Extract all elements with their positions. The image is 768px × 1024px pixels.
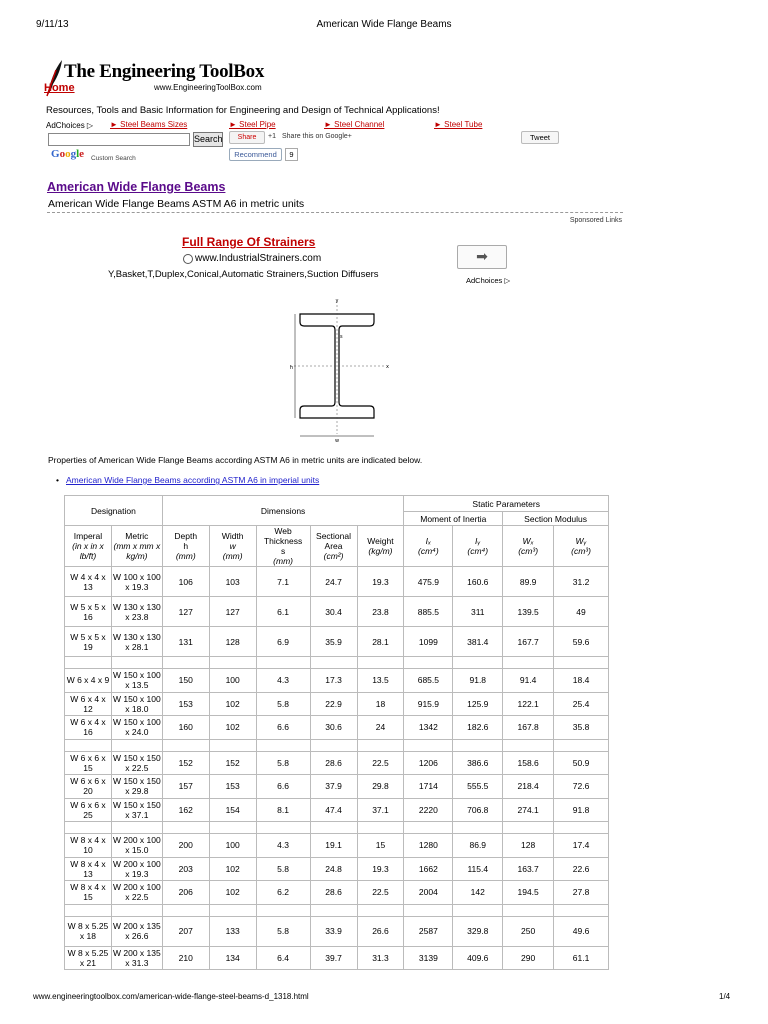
table-cell: W 6 x 4 x 12 [65, 692, 112, 716]
table-cell: 100 [209, 834, 256, 858]
table-cell: 39.7 [310, 946, 357, 970]
ad-link-steel-channel[interactable]: ► Steel Channel [324, 120, 385, 129]
table-cell: 150 [162, 669, 209, 693]
table-cell: 86.9 [453, 834, 503, 858]
intro-text: Properties of American Wide Flange Beams according ASTM A6 in metric units are indicated below. [48, 455, 423, 465]
table-cell: 154 [209, 798, 256, 822]
page-subtitle: American Wide Flange Beams ASTM A6 in metric units [48, 198, 305, 210]
table-row [65, 597, 609, 627]
spacer-cell [111, 739, 162, 751]
custom-search-label: Custom Search [91, 155, 136, 162]
spacer-cell [404, 739, 453, 751]
table-cell: 100 [209, 669, 256, 693]
dimension-label-s: s [340, 334, 343, 340]
header-section-modulus: Section Modulus [503, 512, 609, 526]
table-cell: 210 [162, 946, 209, 970]
spacer-cell [310, 822, 357, 834]
ad-link-steel-beams[interactable]: ► Steel Beams Sizes [110, 120, 188, 129]
table-row [65, 669, 609, 693]
table-cell: W 200 x 100 x 15.0 [113, 835, 161, 856]
spacer-cell [453, 904, 503, 916]
print-date: 9/11/13 [36, 19, 69, 30]
header-dimensions: Dimensions [162, 496, 404, 526]
table-cell: 91.8 [554, 798, 609, 822]
table-cell: 128 [503, 834, 554, 858]
col-iy: Iᵧ (cm⁴) [453, 526, 503, 567]
table-cell: 61.1 [554, 946, 609, 970]
logo-url: www.EngineeringToolBox.com [154, 83, 262, 92]
table-cell: 30.4 [310, 597, 357, 627]
axis-label-x: x [386, 364, 389, 370]
table-cell: 91.8 [453, 669, 503, 693]
footer-url: www.engineeringtoolbox.com/american-wide-flange-steel-beams-d_1318.html [33, 992, 309, 1001]
table-cell: 152 [162, 751, 209, 775]
table-cell: 381.4 [453, 627, 503, 657]
table-cell: 29.8 [357, 775, 404, 799]
table-cell: 4.3 [256, 834, 310, 858]
adchoices-link-2[interactable]: AdChoices ▷ [466, 276, 511, 285]
col-metric: Metric (mm x mm x kg/m) [111, 526, 162, 567]
table-row [65, 716, 609, 740]
table-spacer-row [65, 904, 609, 916]
table-row [65, 567, 609, 597]
table-cell: 102 [209, 881, 256, 905]
table-cell: 31.3 [357, 946, 404, 970]
spacer-cell [256, 822, 310, 834]
spacer-cell [310, 739, 357, 751]
spacer-cell [111, 657, 162, 669]
spacer-cell [256, 904, 310, 916]
table-cell: 685.5 [404, 669, 453, 693]
table-cell: 386.6 [453, 751, 503, 775]
spacer-cell [209, 657, 256, 669]
dimension-label-w: w [334, 438, 340, 444]
table-cell: W 8 x 4 x 13 [65, 857, 112, 881]
home-link[interactable]: Home [44, 82, 75, 94]
table-cell: W 150 x 150 x 29.8 [113, 776, 161, 797]
table-row [65, 857, 609, 881]
col-wx: Wₓ (cm³) [503, 526, 554, 567]
table-row [65, 751, 609, 775]
spacer-cell [357, 739, 404, 751]
table-cell: 49.6 [554, 916, 609, 946]
table-cell: 153 [162, 692, 209, 716]
table-cell: 134 [209, 946, 256, 970]
spacer-cell [404, 657, 453, 669]
table-cell: 33.9 [310, 916, 357, 946]
table-cell: 127 [209, 597, 256, 627]
table-cell: 6.2 [256, 881, 310, 905]
table-cell: W 8 x 5.25 x 18 [65, 916, 112, 946]
table-cell: 128 [209, 627, 256, 657]
table-cell: 6.4 [256, 946, 310, 970]
table-cell: 203 [162, 857, 209, 881]
table-cell: 13.5 [357, 669, 404, 693]
table-cell: 1342 [404, 716, 453, 740]
col-sectional-area: Sectional Area (cm²) [310, 526, 357, 567]
table-cell: W 8 x 5.25 x 21 [65, 946, 112, 970]
spacer-cell [209, 739, 256, 751]
footer-page-number: 1/4 [719, 992, 731, 1001]
table-cell: 706.8 [453, 798, 503, 822]
col-ix: Iₓ (cm⁴) [404, 526, 453, 567]
table-cell: 290 [503, 946, 554, 970]
spacer-cell [554, 657, 609, 669]
table-row [65, 775, 609, 799]
spacer-cell [453, 822, 503, 834]
search-button[interactable]: Search [193, 132, 223, 147]
table-cell: 91.4 [503, 669, 554, 693]
table-cell: W 150 x 150 x 22.5 [113, 752, 161, 773]
i-beam-diagram [282, 296, 392, 451]
table-cell: 311 [453, 597, 503, 627]
table-cell: W 6 x 4 x 16 [65, 716, 112, 740]
ad-description: Y,Basket,T,Duplex,Conical,Automatic Strainers,Suction Diffusers [108, 269, 379, 280]
table-cell: 250 [503, 916, 554, 946]
table-cell: 18 [357, 692, 404, 716]
table-cell: 2220 [404, 798, 453, 822]
table-cell: 122.1 [503, 692, 554, 716]
table-cell: 3139 [404, 946, 453, 970]
table-cell: 30.6 [310, 716, 357, 740]
table-cell: W 8 x 4 x 15 [65, 881, 112, 905]
table-cell: 152 [209, 751, 256, 775]
table-cell: 915.9 [404, 692, 453, 716]
table-cell: 89.9 [503, 567, 554, 597]
table-cell: 5.8 [256, 916, 310, 946]
ad-title-link[interactable]: Full Range Of Strainers [182, 235, 316, 249]
header-static-parameters: Static Parameters [404, 496, 609, 512]
table-cell: 27.8 [554, 881, 609, 905]
table-cell: 555.5 [453, 775, 503, 799]
table-cell: 131 [162, 627, 209, 657]
table-cell: W 100 x 100 x 19.3 [111, 567, 162, 597]
table-cell: 72.6 [554, 775, 609, 799]
table-cell: 167.7 [503, 627, 554, 657]
site-tagline: Resources, Tools and Basic Information for Engineering and Design of Technical Applications! [46, 105, 440, 116]
spacer-cell [209, 904, 256, 916]
table-cell: 6.9 [256, 627, 310, 657]
table-cell: 102 [209, 716, 256, 740]
table-cell: 153 [209, 775, 256, 799]
table-cell: 133 [209, 916, 256, 946]
table-cell: W 150 x 100 x 24.0 [113, 717, 161, 738]
table-cell: 22.5 [357, 881, 404, 905]
table-spacer-row [65, 739, 609, 751]
col-depth: Depth h (mm) [162, 526, 209, 567]
col-wy: Wᵧ (cm³) [554, 526, 609, 567]
table-cell: W 200 x 135 x 26.6 [111, 916, 162, 946]
table-cell: 218.4 [503, 775, 554, 799]
spacer-cell [453, 657, 503, 669]
spacer-cell [357, 657, 404, 669]
table-cell: 475.9 [404, 567, 453, 597]
table-cell: 409.6 [453, 946, 503, 970]
spacer-cell [554, 822, 609, 834]
table-cell: W 5 x 5 x 19 [65, 627, 112, 657]
spacer-cell [357, 904, 404, 916]
table-cell: 5.8 [256, 751, 310, 775]
globe-icon [183, 254, 193, 264]
table-cell: 35.8 [554, 716, 609, 740]
table-cell: W 150 x 150 x 37.1 [113, 799, 161, 820]
table-cell: W 200 x 135 x 31.3 [113, 947, 161, 968]
table-cell: 162 [162, 798, 209, 822]
table-cell: W 150 x 100 x 13.5 [113, 670, 161, 691]
col-weight: Weight (kg/m) [357, 526, 404, 567]
table-cell: 5.8 [256, 692, 310, 716]
table-spacer-row [65, 657, 609, 669]
table-cell: 22.5 [357, 751, 404, 775]
table-cell: 106 [162, 567, 209, 597]
table-cell: 22.6 [554, 857, 609, 881]
spacer-cell [162, 657, 209, 669]
adchoices-link[interactable]: AdChoices ▷ [46, 121, 94, 130]
ad-link-steel-pipe[interactable]: ► Steel Pipe [229, 120, 276, 129]
spacer-cell [65, 822, 112, 834]
table-cell: 24 [357, 716, 404, 740]
recommend-count: 9 [285, 148, 298, 161]
table-cell: 127 [162, 597, 209, 627]
table-row [65, 692, 609, 716]
table-cell: 207 [162, 916, 209, 946]
spacer-cell [503, 904, 554, 916]
spacer-cell [65, 904, 112, 916]
table-cell: W 150 x 100 x 18.0 [113, 693, 161, 714]
spacer-cell [404, 904, 453, 916]
spacer-cell [554, 904, 609, 916]
table-cell: 37.1 [357, 798, 404, 822]
table-cell: W 200 x 100 x 22.5 [113, 882, 161, 903]
table-cell: W 6 x 6 x 25 [65, 798, 112, 822]
spacer-cell [310, 904, 357, 916]
table-cell: 37.9 [310, 775, 357, 799]
table-row [65, 834, 609, 858]
table-cell: 157 [162, 775, 209, 799]
table-cell: 26.6 [357, 916, 404, 946]
beam-properties-table [64, 495, 609, 970]
table-row [65, 916, 609, 946]
table-cell: 158.6 [503, 751, 554, 775]
google-logo: Google [51, 148, 85, 160]
table-cell: 5.8 [256, 857, 310, 881]
table-cell: 274.1 [503, 798, 554, 822]
share-button[interactable]: Share [229, 131, 265, 144]
spacer-cell [453, 739, 503, 751]
table-cell: 139.5 [503, 597, 554, 627]
header-moment-of-inertia: Moment of Inertia [404, 512, 503, 526]
spacer-cell [256, 739, 310, 751]
table-cell: 6.6 [256, 716, 310, 740]
table-cell: 18.4 [554, 669, 609, 693]
table-cell: 25.4 [554, 692, 609, 716]
table-cell: 28.1 [357, 627, 404, 657]
table-cell: 142 [453, 881, 503, 905]
site-logo[interactable] [44, 58, 304, 98]
table-cell: 8.1 [256, 798, 310, 822]
table-cell: 28.6 [310, 751, 357, 775]
table-cell: 182.6 [453, 716, 503, 740]
table-cell: 102 [209, 692, 256, 716]
table-cell: 17.3 [310, 669, 357, 693]
dimension-label-h: h [290, 365, 294, 371]
ad-url[interactable]: www.IndustrialStrainers.com [195, 253, 322, 264]
table-cell: 19.3 [357, 857, 404, 881]
imperial-units-link[interactable]: American Wide Flange Beams according ASTM A6 in imperial units [66, 475, 320, 485]
table-cell: 125.9 [453, 692, 503, 716]
table-cell: 1280 [404, 834, 453, 858]
spacer-cell [162, 904, 209, 916]
share-google-text: Share this on Google+ [282, 133, 352, 140]
table-cell: 160.6 [453, 567, 503, 597]
spacer-cell [503, 822, 554, 834]
plus-one-count: +1 [268, 133, 276, 140]
table-cell: 167.8 [503, 716, 554, 740]
recommend-button[interactable]: Recommend [229, 148, 282, 161]
spacer-cell [65, 739, 112, 751]
table-cell: 17.4 [554, 834, 609, 858]
table-cell: 1099 [404, 627, 453, 657]
table-cell: 1662 [404, 857, 453, 881]
table-cell: 22.9 [310, 692, 357, 716]
tweet-button[interactable]: Tweet [521, 131, 559, 144]
logo-text: The Engineering ToolBox [64, 61, 265, 82]
table-cell: 329.8 [453, 916, 503, 946]
table-cell: 6.6 [256, 775, 310, 799]
spacer-cell [357, 822, 404, 834]
table-cell: 28.6 [310, 881, 357, 905]
table-cell: 200 [162, 834, 209, 858]
divider [47, 212, 623, 213]
header-designation: Designation [65, 496, 163, 526]
table-cell: 19.3 [357, 567, 404, 597]
search-input[interactable] [48, 133, 190, 146]
table-row [65, 798, 609, 822]
table-cell: W 6 x 6 x 15 [65, 751, 112, 775]
table-cell: 49 [554, 597, 609, 627]
table-row [65, 627, 609, 657]
table-cell: W 130 x 130 x 23.8 [111, 597, 162, 627]
col-web-thickness: Web Thickness s (mm) [256, 526, 310, 567]
table-cell: W 200 x 100 x 19.3 [113, 858, 161, 879]
spacer-cell [65, 657, 112, 669]
spacer-cell [503, 739, 554, 751]
spacer-cell [111, 904, 162, 916]
table-cell: 50.9 [554, 751, 609, 775]
table-cell: 2004 [404, 881, 453, 905]
ad-link-steel-tube[interactable]: ► Steel Tube [434, 120, 483, 129]
table-cell: 1206 [404, 751, 453, 775]
sponsored-links-label: Sponsored Links [569, 217, 622, 224]
table-cell: 885.5 [404, 597, 453, 627]
page-title[interactable]: American Wide Flange Beams [47, 180, 226, 194]
axis-label-y: y [335, 298, 339, 304]
table-cell: W 6 x 6 x 20 [65, 775, 112, 799]
table-cell: 7.1 [256, 567, 310, 597]
table-spacer-row [65, 822, 609, 834]
spacer-cell [162, 822, 209, 834]
print-title: American Wide Flange Beams [316, 19, 452, 30]
table-cell: 24.8 [310, 857, 357, 881]
spacer-cell [310, 657, 357, 669]
spacer-cell [111, 822, 162, 834]
table-cell: 194.5 [503, 881, 554, 905]
table-cell: W 5 x 5 x 16 [65, 597, 112, 627]
table-cell: 2587 [404, 916, 453, 946]
table-cell: W 8 x 4 x 10 [65, 834, 112, 858]
spacer-cell [503, 657, 554, 669]
table-cell: 160 [162, 716, 209, 740]
table-cell: W 6 x 4 x 9 [65, 669, 112, 693]
table-cell: W 130 x 130 x 28.1 [111, 627, 162, 657]
table-cell: 47.4 [310, 798, 357, 822]
table-cell: 35.9 [310, 627, 357, 657]
table-cell: 6.1 [256, 597, 310, 627]
table-cell: W 4 x 4 x 13 [65, 567, 112, 597]
table-cell: 103 [209, 567, 256, 597]
table-cell: 115.4 [453, 857, 503, 881]
print-header [0, 19, 768, 33]
spacer-cell [162, 739, 209, 751]
table-cell: 31.2 [554, 567, 609, 597]
table-cell: 19.1 [310, 834, 357, 858]
spacer-cell [209, 822, 256, 834]
spacer-cell [256, 657, 310, 669]
table-cell: 1714 [404, 775, 453, 799]
table-cell: 102 [209, 857, 256, 881]
col-imperial: Imperal (in x in x lb/ft) [65, 526, 112, 567]
table-row [65, 881, 609, 905]
table-cell: 24.7 [310, 567, 357, 597]
table-cell: 163.7 [503, 857, 554, 881]
ad-arrow-button[interactable]: ➡ [457, 245, 507, 269]
table-cell: 15 [357, 834, 404, 858]
spacer-cell [554, 739, 609, 751]
table-cell: 59.6 [554, 627, 609, 657]
spacer-cell [404, 822, 453, 834]
table-cell: 23.8 [357, 597, 404, 627]
bullet: • [56, 475, 59, 485]
table-row [65, 946, 609, 970]
col-width: Width w (mm) [209, 526, 256, 567]
table-cell: 4.3 [256, 669, 310, 693]
table-cell: 206 [162, 881, 209, 905]
